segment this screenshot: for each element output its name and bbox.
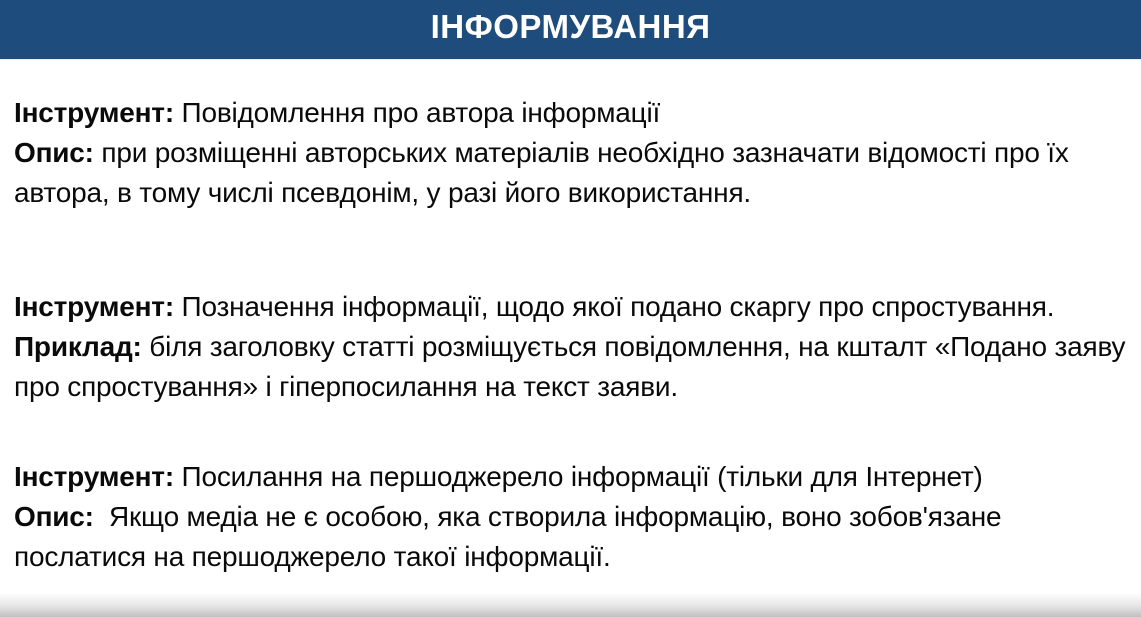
instrument-label: Інструмент: [14,461,174,492]
example-label: Приклад: [14,331,142,362]
instrument-text: Позначення інформації, щодо якої подано скаргу про спростування. [173,291,1055,322]
instrument-label: Інструмент: [14,97,174,128]
instrument-text: Повідомлення про автора інформації [173,97,661,128]
example-text: біля заголовку статті розміщується повідомлення, на кшталт «Подано заяву про спростування» і гіперпосилання на текст заяви. [14,331,1133,402]
content-area [0,93,1141,577]
section-instrument-author [14,93,1131,213]
description-text: при розміщенні авторських матеріалів необхідно зазначати відомості про їх автора, в тому числі псевдонім, у разі його використання. [14,137,1077,208]
section-instrument-source [14,457,1131,577]
description-text: Якщо медіа не є особою, яка створила інформацію, воно зобов'язане послатися на першоджерело такої інформації. [14,501,1009,572]
description-label: Опис: [14,137,94,168]
bottom-fade-gradient [0,593,1141,617]
page-title: ІНФОРМУВАННЯ [430,8,711,45]
section-instrument-complaint [14,287,1131,407]
instrument-text: Посилання на першоджерело інформації (тільки для Інтернет) [173,461,983,492]
header-bar [0,0,1141,60]
description-label: Опис: [14,501,94,532]
instrument-label: Інструмент: [14,291,174,322]
